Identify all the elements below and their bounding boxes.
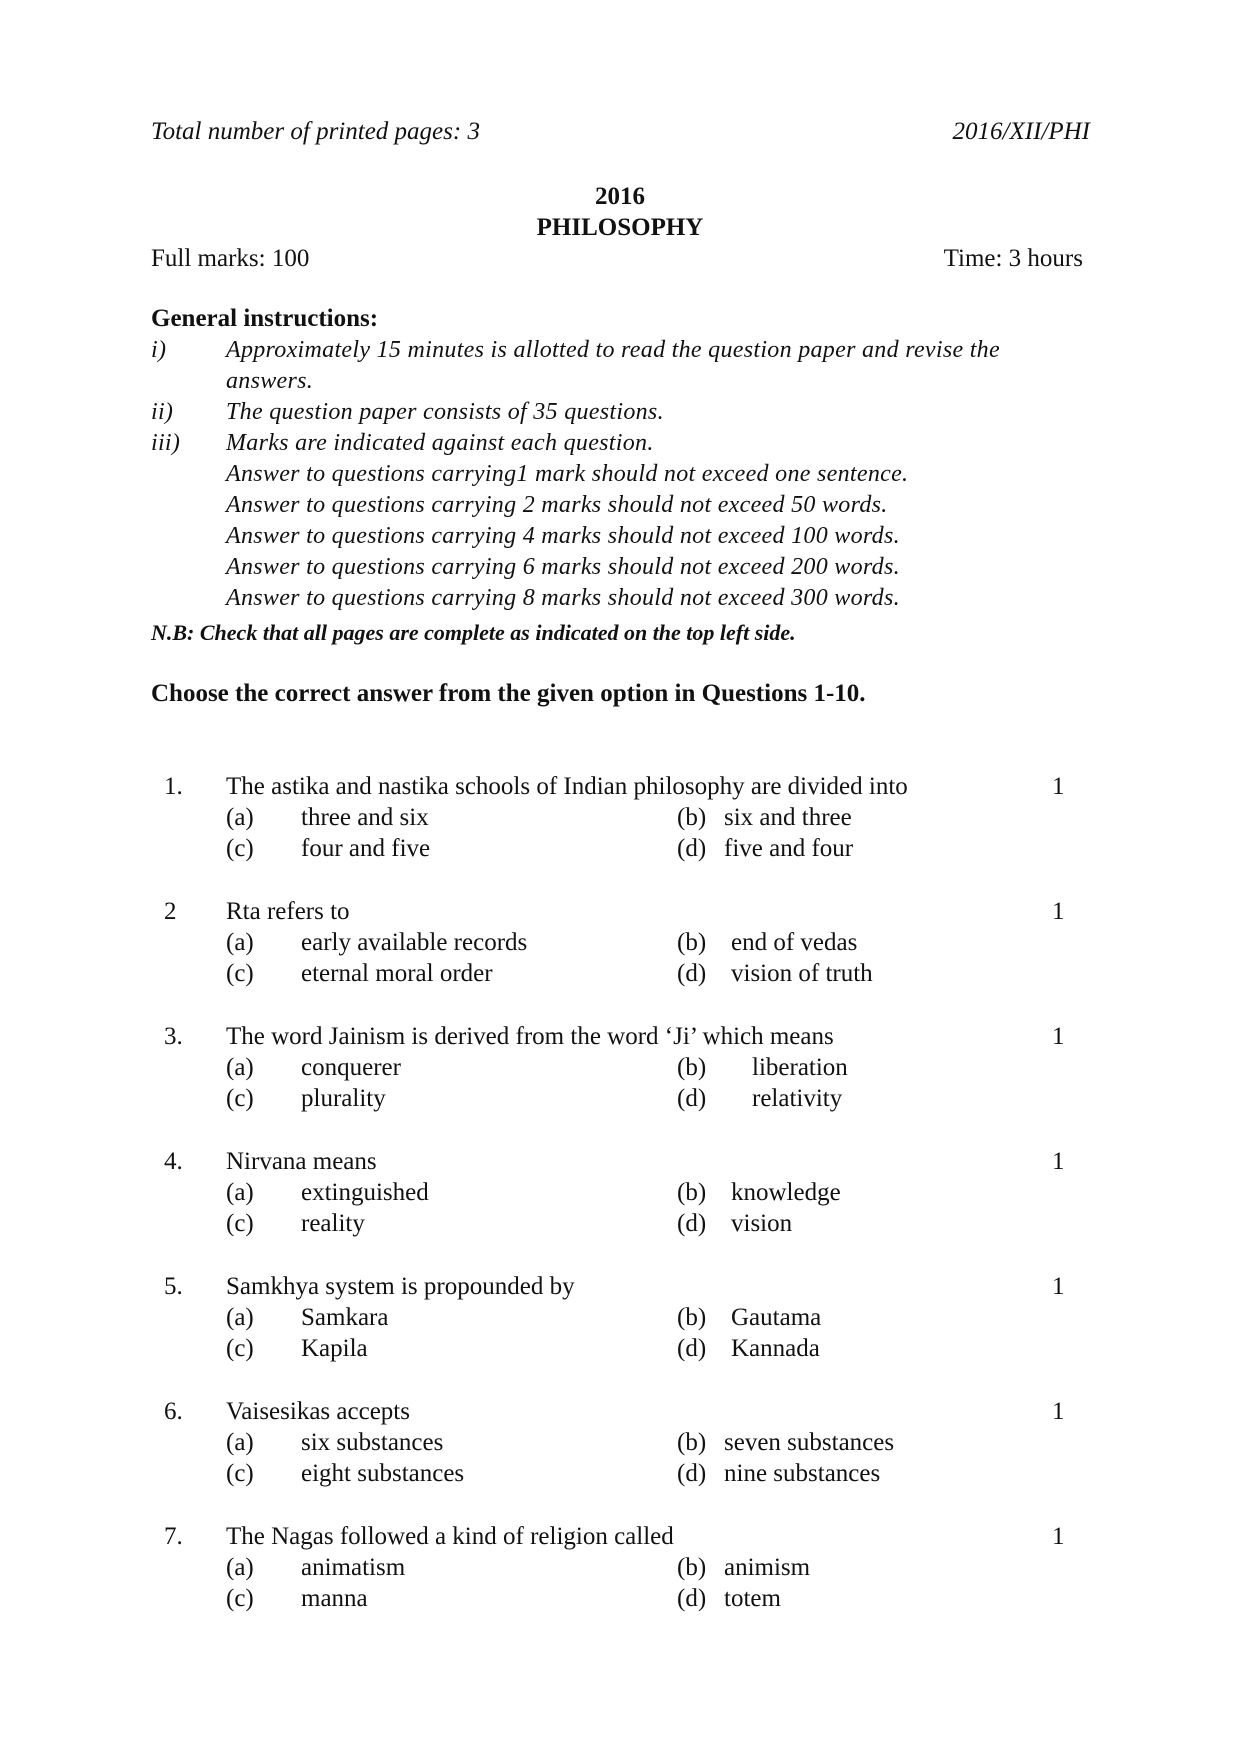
- option-text: three and six: [301, 804, 429, 831]
- option-label: (b): [677, 1429, 707, 1456]
- option-text: plurality: [301, 1085, 386, 1112]
- exam-year: 2016: [595, 183, 645, 210]
- option-label: (a): [226, 929, 254, 956]
- question-item: [0, 773, 1240, 873]
- question-stem: Vaisesikas accepts: [226, 1398, 410, 1425]
- question-marks: 1: [1052, 773, 1065, 800]
- full-marks: Full marks: 100: [151, 245, 310, 272]
- option-text: relativity: [752, 1085, 843, 1112]
- option-label: (c): [226, 1210, 254, 1237]
- option-text: vision of truth: [731, 960, 873, 987]
- option-label: (a): [226, 804, 254, 831]
- option-text: eternal moral order: [301, 960, 493, 987]
- instruction-number: iii): [151, 430, 181, 456]
- question-stem: The Nagas followed a kind of religion called: [226, 1523, 674, 1550]
- exam-subject: PHILOSOPHY: [536, 214, 704, 241]
- option-text: Kannada: [731, 1335, 820, 1362]
- question-number: 7.: [164, 1523, 183, 1550]
- question-marks: 1: [1052, 1148, 1065, 1175]
- option-text: extinguished: [301, 1179, 429, 1206]
- question-item: [0, 1398, 1240, 1498]
- option-label: (d): [677, 1085, 707, 1112]
- option-text: totem: [724, 1585, 781, 1612]
- question-marks: 1: [1052, 898, 1065, 925]
- option-text: Samkara: [301, 1304, 389, 1331]
- option-text: liberation: [752, 1054, 848, 1081]
- time-allowed: Time: 3 hours: [943, 245, 1083, 272]
- question-stem: Rta refers to: [226, 898, 350, 925]
- option-label: (c): [226, 960, 254, 987]
- option-text: manna: [301, 1585, 368, 1612]
- option-label: (c): [226, 835, 254, 862]
- option-label: (a): [226, 1554, 254, 1581]
- question-stem: The astika and nastika schools of Indian philosophy are divided into: [226, 773, 908, 800]
- option-label: (b): [677, 1179, 707, 1206]
- instruction-number: i): [151, 337, 167, 363]
- option-text: four and five: [301, 835, 431, 862]
- option-label: (d): [677, 835, 707, 862]
- option-label: (b): [677, 929, 707, 956]
- option-text: Gautama: [731, 1304, 822, 1331]
- option-label: (c): [226, 1460, 254, 1487]
- section-heading: Choose the correct answer from the given option in Questions 1-10.: [151, 680, 866, 707]
- option-label: (b): [677, 1054, 707, 1081]
- option-label: (a): [226, 1179, 254, 1206]
- question-stem: Nirvana means: [226, 1148, 377, 1175]
- option-text: five and four: [724, 835, 854, 862]
- option-label: (d): [677, 1210, 707, 1237]
- question-number: 4.: [164, 1148, 183, 1175]
- option-text: knowledge: [731, 1179, 841, 1206]
- option-label: (a): [226, 1429, 254, 1456]
- question-marks: 1: [1052, 1023, 1065, 1050]
- option-label: (a): [226, 1304, 254, 1331]
- instruction-line: Answer to questions carrying 2 marks should not exceed 50 words.: [226, 492, 888, 518]
- question-number: 6.: [164, 1398, 183, 1425]
- option-label: (c): [226, 1085, 254, 1112]
- option-label: (b): [677, 1554, 707, 1581]
- question-stem: Samkhya system is propounded by: [226, 1273, 575, 1300]
- option-text: animism: [724, 1554, 811, 1581]
- option-text: nine substances: [724, 1460, 881, 1487]
- option-text: reality: [301, 1210, 365, 1237]
- question-marks: 1: [1052, 1398, 1065, 1425]
- option-text: animatism: [301, 1554, 406, 1581]
- question-item: [0, 1523, 1240, 1623]
- instruction-line: answers.: [226, 368, 314, 394]
- option-text: early available records: [301, 929, 528, 956]
- option-label: (d): [677, 1335, 707, 1362]
- question-marks: 1: [1052, 1273, 1065, 1300]
- instruction-line: Answer to questions carrying 6 marks should not exceed 200 words.: [226, 554, 900, 580]
- instruction-line: Answer to questions carrying1 mark should not exceed one sentence.: [226, 461, 909, 487]
- option-text: end of vedas: [731, 929, 858, 956]
- option-text: six and three: [724, 804, 852, 831]
- question-item: [0, 898, 1240, 998]
- nb-note: N.B: Check that all pages are complete as indicated on the top left side.: [151, 620, 796, 645]
- instruction-line: Answer to questions carrying 8 marks should not exceed 300 words.: [226, 585, 900, 611]
- option-label: (b): [677, 1304, 707, 1331]
- instruction-number: ii): [151, 399, 174, 425]
- question-number: 3.: [164, 1023, 183, 1050]
- general-instructions-title: General instructions:: [151, 305, 379, 332]
- option-label: (c): [226, 1585, 254, 1612]
- option-text: conquerer: [301, 1054, 401, 1081]
- option-label: (a): [226, 1054, 254, 1081]
- option-label: (c): [226, 1335, 254, 1362]
- question-item: [0, 1148, 1240, 1248]
- option-label: (d): [677, 1585, 707, 1612]
- paper-code: 2016/XII/PHI: [952, 118, 1090, 145]
- question-number: 5.: [164, 1273, 183, 1300]
- question-item: [0, 1273, 1240, 1373]
- option-text: six substances: [301, 1429, 444, 1456]
- question-stem: The word Jainism is derived from the word ‘Ji’ which means: [226, 1023, 834, 1050]
- option-text: seven substances: [724, 1429, 895, 1456]
- instruction-line: Marks are indicated against each question.: [226, 430, 654, 456]
- question-number: 2: [164, 898, 177, 925]
- option-label: (d): [677, 960, 707, 987]
- option-label: (b): [677, 804, 707, 831]
- question-item: [0, 1023, 1240, 1123]
- question-marks: 1: [1052, 1523, 1065, 1550]
- question-number: 1.: [164, 773, 183, 800]
- option-text: vision: [731, 1210, 793, 1237]
- instruction-line: Approximately 15 minutes is allotted to read the question paper and revise the: [226, 337, 1000, 363]
- instruction-line: The question paper consists of 35 questions.: [226, 399, 664, 425]
- option-label: (d): [677, 1460, 707, 1487]
- option-text: Kapila: [301, 1335, 368, 1362]
- instruction-line: Answer to questions carrying 4 marks should not exceed 100 words.: [226, 523, 900, 549]
- option-text: eight substances: [301, 1460, 465, 1487]
- printed-pages-note: Total number of printed pages: 3: [151, 118, 480, 145]
